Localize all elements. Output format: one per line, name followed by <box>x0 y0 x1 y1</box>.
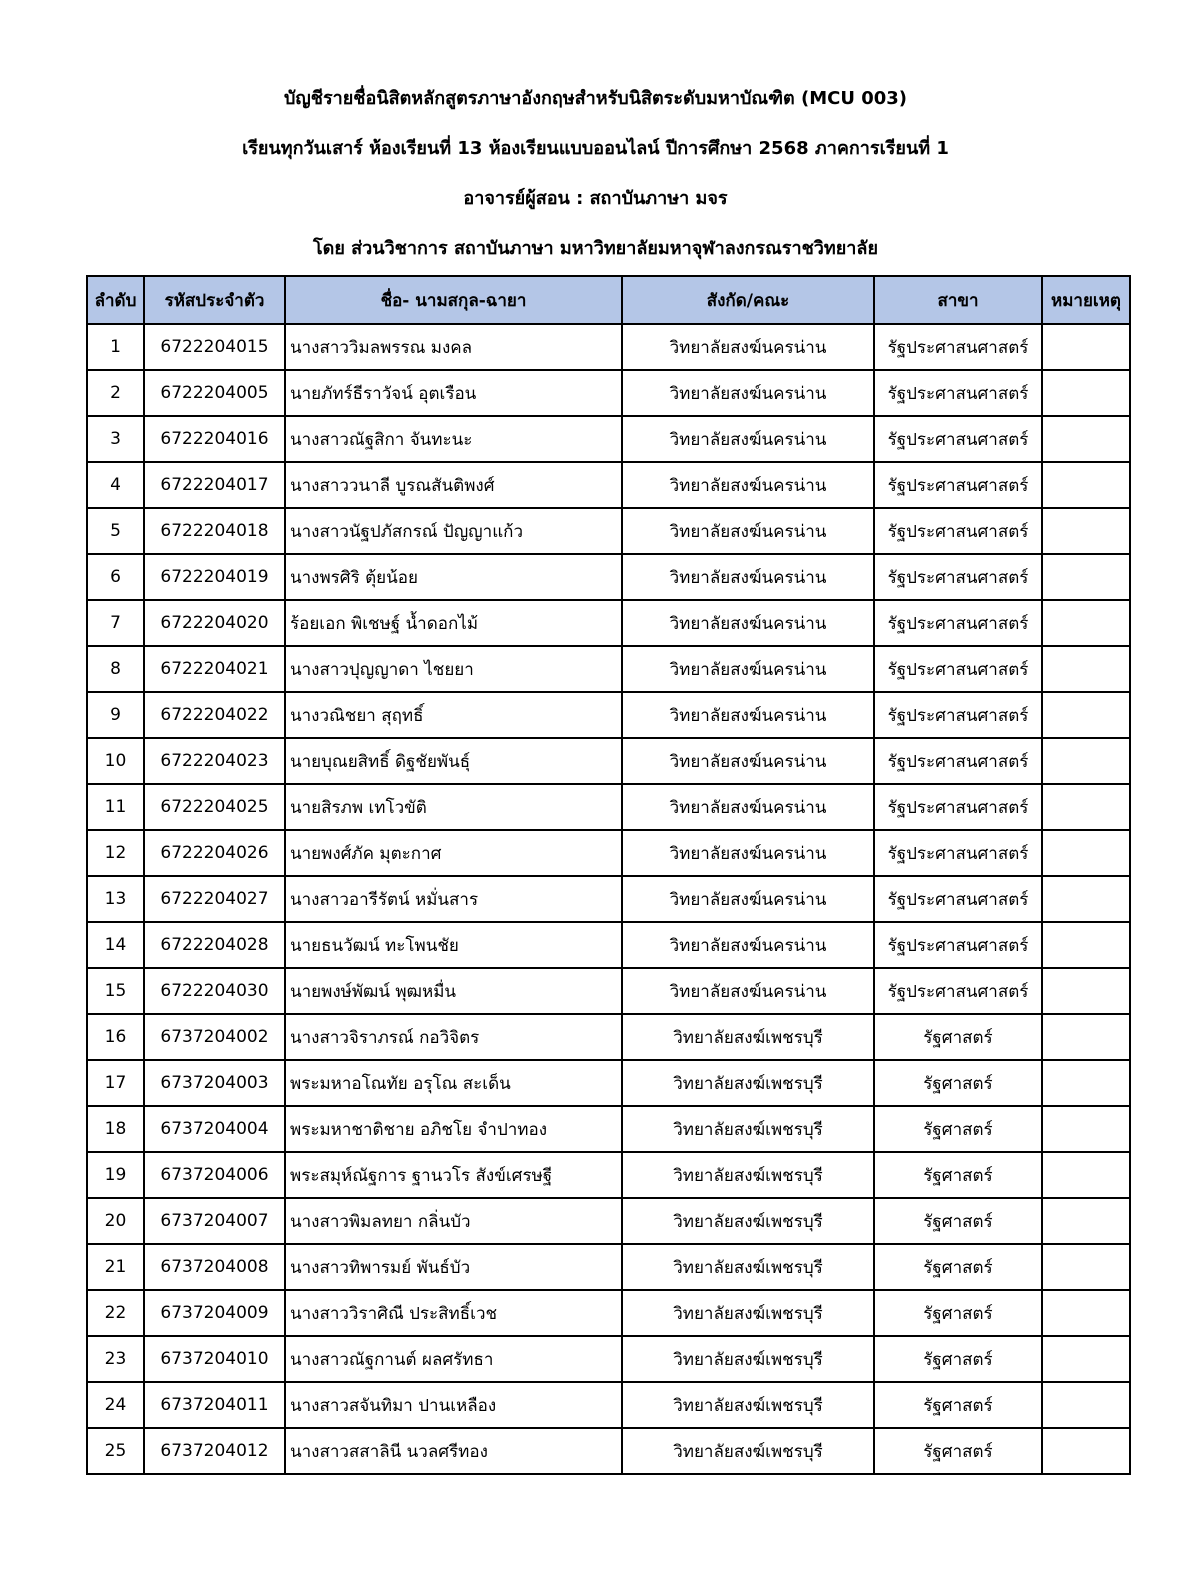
cell-note <box>1042 830 1130 876</box>
cell-student-id: 6737204002 <box>144 1014 285 1060</box>
cell-major: รัฐศาสตร์ <box>874 1106 1042 1152</box>
cell-name: นางสาวทิพารมย์ พันธ์บัว <box>285 1244 622 1290</box>
cell-student-id: 6722204017 <box>144 462 285 508</box>
cell-order: 8 <box>87 646 144 692</box>
cell-order: 25 <box>87 1428 144 1474</box>
cell-order: 17 <box>87 1060 144 1106</box>
cell-student-id: 6722204015 <box>144 324 285 370</box>
column-header-order: ลำดับ <box>87 276 144 324</box>
table-header-row <box>87 276 1130 324</box>
table-row <box>87 876 1130 922</box>
cell-major: รัฐประศาสนศาสตร์ <box>874 416 1042 462</box>
cell-major: รัฐประศาสนศาสตร์ <box>874 830 1042 876</box>
cell-major: รัฐศาสตร์ <box>874 1014 1042 1060</box>
cell-student-id: 6737204010 <box>144 1336 285 1382</box>
cell-faculty: วิทยาลัยสงฆ์เพชรบุรี <box>622 1290 874 1336</box>
cell-faculty: วิทยาลัยสงฆ์เพชรบุรี <box>622 1106 874 1152</box>
cell-note <box>1042 922 1130 968</box>
cell-order: 23 <box>87 1336 144 1382</box>
cell-note <box>1042 1152 1130 1198</box>
table-body <box>87 324 1130 1474</box>
cell-major: รัฐศาสตร์ <box>874 1290 1042 1336</box>
cell-student-id: 6722204016 <box>144 416 285 462</box>
cell-name: นายสิรภพ เทโวขัติ <box>285 784 622 830</box>
cell-order: 18 <box>87 1106 144 1152</box>
cell-note <box>1042 324 1130 370</box>
cell-name: พระมหาอโณทัย อรุโณ สะเด็น <box>285 1060 622 1106</box>
cell-note <box>1042 1198 1130 1244</box>
cell-order: 7 <box>87 600 144 646</box>
cell-faculty: วิทยาลัยสงฆ์นครน่าน <box>622 508 874 554</box>
cell-order: 11 <box>87 784 144 830</box>
cell-name: นางสาววนาลี บูรณสันติพงศ์ <box>285 462 622 508</box>
cell-major: รัฐประศาสนศาสตร์ <box>874 508 1042 554</box>
cell-student-id: 6722204005 <box>144 370 285 416</box>
column-header-note: หมายเหตุ <box>1042 276 1130 324</box>
cell-name: นางสาววิราศิณี ประสิทธิ์เวช <box>285 1290 622 1336</box>
cell-note <box>1042 646 1130 692</box>
cell-note <box>1042 738 1130 784</box>
cell-note <box>1042 876 1130 922</box>
cell-order: 19 <box>87 1152 144 1198</box>
cell-order: 4 <box>87 462 144 508</box>
cell-name: พระมหาชาติชาย อภิชโย จำปาทอง <box>285 1106 622 1152</box>
table-row <box>87 1428 1130 1474</box>
cell-major: รัฐประศาสนศาสตร์ <box>874 324 1042 370</box>
table-row <box>87 738 1130 784</box>
cell-student-id: 6737204006 <box>144 1152 285 1198</box>
cell-name: นางสาวปุญญาดา ไชยยา <box>285 646 622 692</box>
cell-faculty: วิทยาลัยสงฆ์นครน่าน <box>622 922 874 968</box>
cell-major: รัฐประศาสนศาสตร์ <box>874 922 1042 968</box>
cell-major: รัฐประศาสนศาสตร์ <box>874 692 1042 738</box>
cell-note <box>1042 1106 1130 1152</box>
table-row <box>87 324 1130 370</box>
cell-note <box>1042 1382 1130 1428</box>
cell-note <box>1042 784 1130 830</box>
cell-faculty: วิทยาลัยสงฆ์นครน่าน <box>622 646 874 692</box>
cell-note <box>1042 692 1130 738</box>
cell-student-id: 6737204011 <box>144 1382 285 1428</box>
cell-order: 3 <box>87 416 144 462</box>
table-row <box>87 416 1130 462</box>
cell-note <box>1042 1014 1130 1060</box>
cell-student-id: 6722204021 <box>144 646 285 692</box>
table-row <box>87 692 1130 738</box>
cell-order: 21 <box>87 1244 144 1290</box>
table-row <box>87 600 1130 646</box>
table-row <box>87 462 1130 508</box>
cell-student-id: 6737204003 <box>144 1060 285 1106</box>
cell-note <box>1042 1336 1130 1382</box>
cell-note <box>1042 968 1130 1014</box>
cell-order: 15 <box>87 968 144 1014</box>
cell-major: รัฐศาสตร์ <box>874 1382 1042 1428</box>
table-row <box>87 1382 1130 1428</box>
cell-order: 5 <box>87 508 144 554</box>
document-title: บัญชีรายชื่อนิสิตหลักสูตรภาษาอังกฤษสำหรับนิสิตระดับมหาบัณฑิต (MCU 003) <box>283 88 908 109</box>
organizer-line: โดย ส่วนวิชาการ สถาบันภาษา มหาวิทยาลัยมหาจุฬาลงกรณราชวิทยาลัย <box>313 238 878 259</box>
cell-student-id: 6722204028 <box>144 922 285 968</box>
table-row <box>87 508 1130 554</box>
table-row <box>87 1014 1130 1060</box>
cell-order: 12 <box>87 830 144 876</box>
cell-major: รัฐศาสตร์ <box>874 1428 1042 1474</box>
cell-student-id: 6722204020 <box>144 600 285 646</box>
cell-faculty: วิทยาลัยสงฆ์นครน่าน <box>622 416 874 462</box>
table-row <box>87 968 1130 1014</box>
cell-faculty: วิทยาลัยสงฆ์เพชรบุรี <box>622 1060 874 1106</box>
cell-order: 24 <box>87 1382 144 1428</box>
cell-note <box>1042 1428 1130 1474</box>
cell-major: รัฐประศาสนศาสตร์ <box>874 876 1042 922</box>
cell-student-id: 6722204022 <box>144 692 285 738</box>
cell-faculty: วิทยาลัยสงฆ์นครน่าน <box>622 968 874 1014</box>
cell-faculty: วิทยาลัยสงฆ์นครน่าน <box>622 600 874 646</box>
cell-faculty: วิทยาลัยสงฆ์นครน่าน <box>622 692 874 738</box>
table-row <box>87 1152 1130 1198</box>
table-row <box>87 830 1130 876</box>
cell-student-id: 6722204018 <box>144 508 285 554</box>
column-header-student-id: รหัสประจำตัว <box>144 276 285 324</box>
cell-note <box>1042 1244 1130 1290</box>
student-roster-table <box>86 275 1131 1475</box>
column-header-faculty: สังกัด/คณะ <box>622 276 874 324</box>
table-row <box>87 922 1130 968</box>
cell-faculty: วิทยาลัยสงฆ์นครน่าน <box>622 324 874 370</box>
cell-note <box>1042 1060 1130 1106</box>
cell-name: นางสาวจิราภรณ์ กอวิจิตร <box>285 1014 622 1060</box>
cell-major: รัฐประศาสนศาสตร์ <box>874 968 1042 1014</box>
cell-name: นางสาววิมลพรรณ มงคล <box>285 324 622 370</box>
cell-order: 1 <box>87 324 144 370</box>
cell-student-id: 6737204004 <box>144 1106 285 1152</box>
cell-major: รัฐศาสตร์ <box>874 1336 1042 1382</box>
cell-major: รัฐประศาสนศาสตร์ <box>874 784 1042 830</box>
cell-faculty: วิทยาลัยสงฆ์นครน่าน <box>622 784 874 830</box>
cell-faculty: วิทยาลัยสงฆ์นครน่าน <box>622 554 874 600</box>
cell-major: รัฐประศาสนศาสตร์ <box>874 600 1042 646</box>
cell-order: 6 <box>87 554 144 600</box>
cell-faculty: วิทยาลัยสงฆ์เพชรบุรี <box>622 1152 874 1198</box>
cell-faculty: วิทยาลัยสงฆ์เพชรบุรี <box>622 1336 874 1382</box>
cell-major: รัฐศาสตร์ <box>874 1244 1042 1290</box>
cell-student-id: 6722204027 <box>144 876 285 922</box>
cell-faculty: วิทยาลัยสงฆ์นครน่าน <box>622 738 874 784</box>
cell-name: นางสาวสสาลินี นวลศรีทอง <box>285 1428 622 1474</box>
cell-faculty: วิทยาลัยสงฆ์เพชรบุรี <box>622 1382 874 1428</box>
cell-name: นางสาวณัฐกานต์ ผลศรัทธา <box>285 1336 622 1382</box>
cell-name: นางสาวสจันทิมา ปานเหลือง <box>285 1382 622 1428</box>
cell-note <box>1042 1290 1130 1336</box>
cell-faculty: วิทยาลัยสงฆ์เพชรบุรี <box>622 1428 874 1474</box>
table-row <box>87 1290 1130 1336</box>
cell-name: นายพงศ์ภัค มุตะกาศ <box>285 830 622 876</box>
cell-order: 2 <box>87 370 144 416</box>
cell-student-id: 6722204019 <box>144 554 285 600</box>
cell-major: รัฐประศาสนศาสตร์ <box>874 646 1042 692</box>
column-header-name: ชื่อ- นามสกุล-ฉายา <box>285 276 622 324</box>
cell-faculty: วิทยาลัยสงฆ์นครน่าน <box>622 462 874 508</box>
cell-student-id: 6737204012 <box>144 1428 285 1474</box>
cell-major: รัฐประศาสนศาสตร์ <box>874 370 1042 416</box>
cell-note <box>1042 416 1130 462</box>
cell-student-id: 6722204025 <box>144 784 285 830</box>
column-header-major: สาขา <box>874 276 1042 324</box>
cell-major: รัฐศาสตร์ <box>874 1198 1042 1244</box>
cell-student-id: 6722204030 <box>144 968 285 1014</box>
table-row <box>87 1198 1130 1244</box>
cell-order: 9 <box>87 692 144 738</box>
cell-faculty: วิทยาลัยสงฆ์เพชรบุรี <box>622 1198 874 1244</box>
cell-name: นางพรศิริ ตุ้ยน้อย <box>285 554 622 600</box>
cell-student-id: 6722204026 <box>144 830 285 876</box>
table-row <box>87 370 1130 416</box>
cell-note <box>1042 370 1130 416</box>
cell-order: 13 <box>87 876 144 922</box>
cell-student-id: 6737204007 <box>144 1198 285 1244</box>
table-row <box>87 1244 1130 1290</box>
cell-note <box>1042 462 1130 508</box>
cell-student-id: 6737204009 <box>144 1290 285 1336</box>
cell-name: นางวณิชยา สุฤทธิ์ <box>285 692 622 738</box>
cell-name: พระสมุห์ณัฐการ ฐานวโร สังข์เศรษฐี <box>285 1152 622 1198</box>
cell-order: 10 <box>87 738 144 784</box>
cell-order: 22 <box>87 1290 144 1336</box>
cell-name: นางสาวพิมลทยา กลิ่นบัว <box>285 1198 622 1244</box>
cell-name: นายธนวัฒน์ ทะโพนชัย <box>285 922 622 968</box>
cell-name: นางสาวอารีรัตน์ หมั่นสาร <box>285 876 622 922</box>
cell-name: นายบุณยสิทธิ์ ดิฐชัยพันธุ์ <box>285 738 622 784</box>
table-row <box>87 784 1130 830</box>
cell-name: นายภัทร์ธีราวัจน์ อุตเรือน <box>285 370 622 416</box>
table-row <box>87 1060 1130 1106</box>
cell-faculty: วิทยาลัยสงฆ์นครน่าน <box>622 370 874 416</box>
cell-major: รัฐประศาสนศาสตร์ <box>874 738 1042 784</box>
cell-order: 20 <box>87 1198 144 1244</box>
cell-major: รัฐประศาสนศาสตร์ <box>874 554 1042 600</box>
cell-student-id: 6737204008 <box>144 1244 285 1290</box>
class-schedule-line: เรียนทุกวันเสาร์ ห้องเรียนที่ 13 ห้องเรียนแบบออนไลน์ ปีการศึกษา 2568 ภาคการเรียนที่ 1 <box>242 138 949 159</box>
cell-faculty: วิทยาลัยสงฆ์นครน่าน <box>622 830 874 876</box>
cell-note <box>1042 508 1130 554</box>
cell-name: นางสาวณัฐสิกา จันทะนะ <box>285 416 622 462</box>
cell-major: รัฐศาสตร์ <box>874 1152 1042 1198</box>
cell-order: 16 <box>87 1014 144 1060</box>
cell-faculty: วิทยาลัยสงฆ์นครน่าน <box>622 876 874 922</box>
table-row <box>87 646 1130 692</box>
table-row <box>87 1336 1130 1382</box>
cell-name: นายพงษ์พัฒน์ พุฒหมื่น <box>285 968 622 1014</box>
cell-major: รัฐศาสตร์ <box>874 1060 1042 1106</box>
cell-order: 14 <box>87 922 144 968</box>
cell-name: ร้อยเอก พิเชษฐ์ น้ำดอกไม้ <box>285 600 622 646</box>
cell-major: รัฐประศาสนศาสตร์ <box>874 462 1042 508</box>
cell-faculty: วิทยาลัยสงฆ์เพชรบุรี <box>622 1014 874 1060</box>
instructor-line: อาจารย์ผู้สอน : สถาบันภาษา มจร <box>463 188 728 209</box>
cell-note <box>1042 554 1130 600</box>
cell-faculty: วิทยาลัยสงฆ์เพชรบุรี <box>622 1244 874 1290</box>
cell-name: นางสาวนัฐปภัสกรณ์ ปัญญาแก้ว <box>285 508 622 554</box>
cell-student-id: 6722204023 <box>144 738 285 784</box>
cell-note <box>1042 600 1130 646</box>
table-row <box>87 1106 1130 1152</box>
table-row <box>87 554 1130 600</box>
